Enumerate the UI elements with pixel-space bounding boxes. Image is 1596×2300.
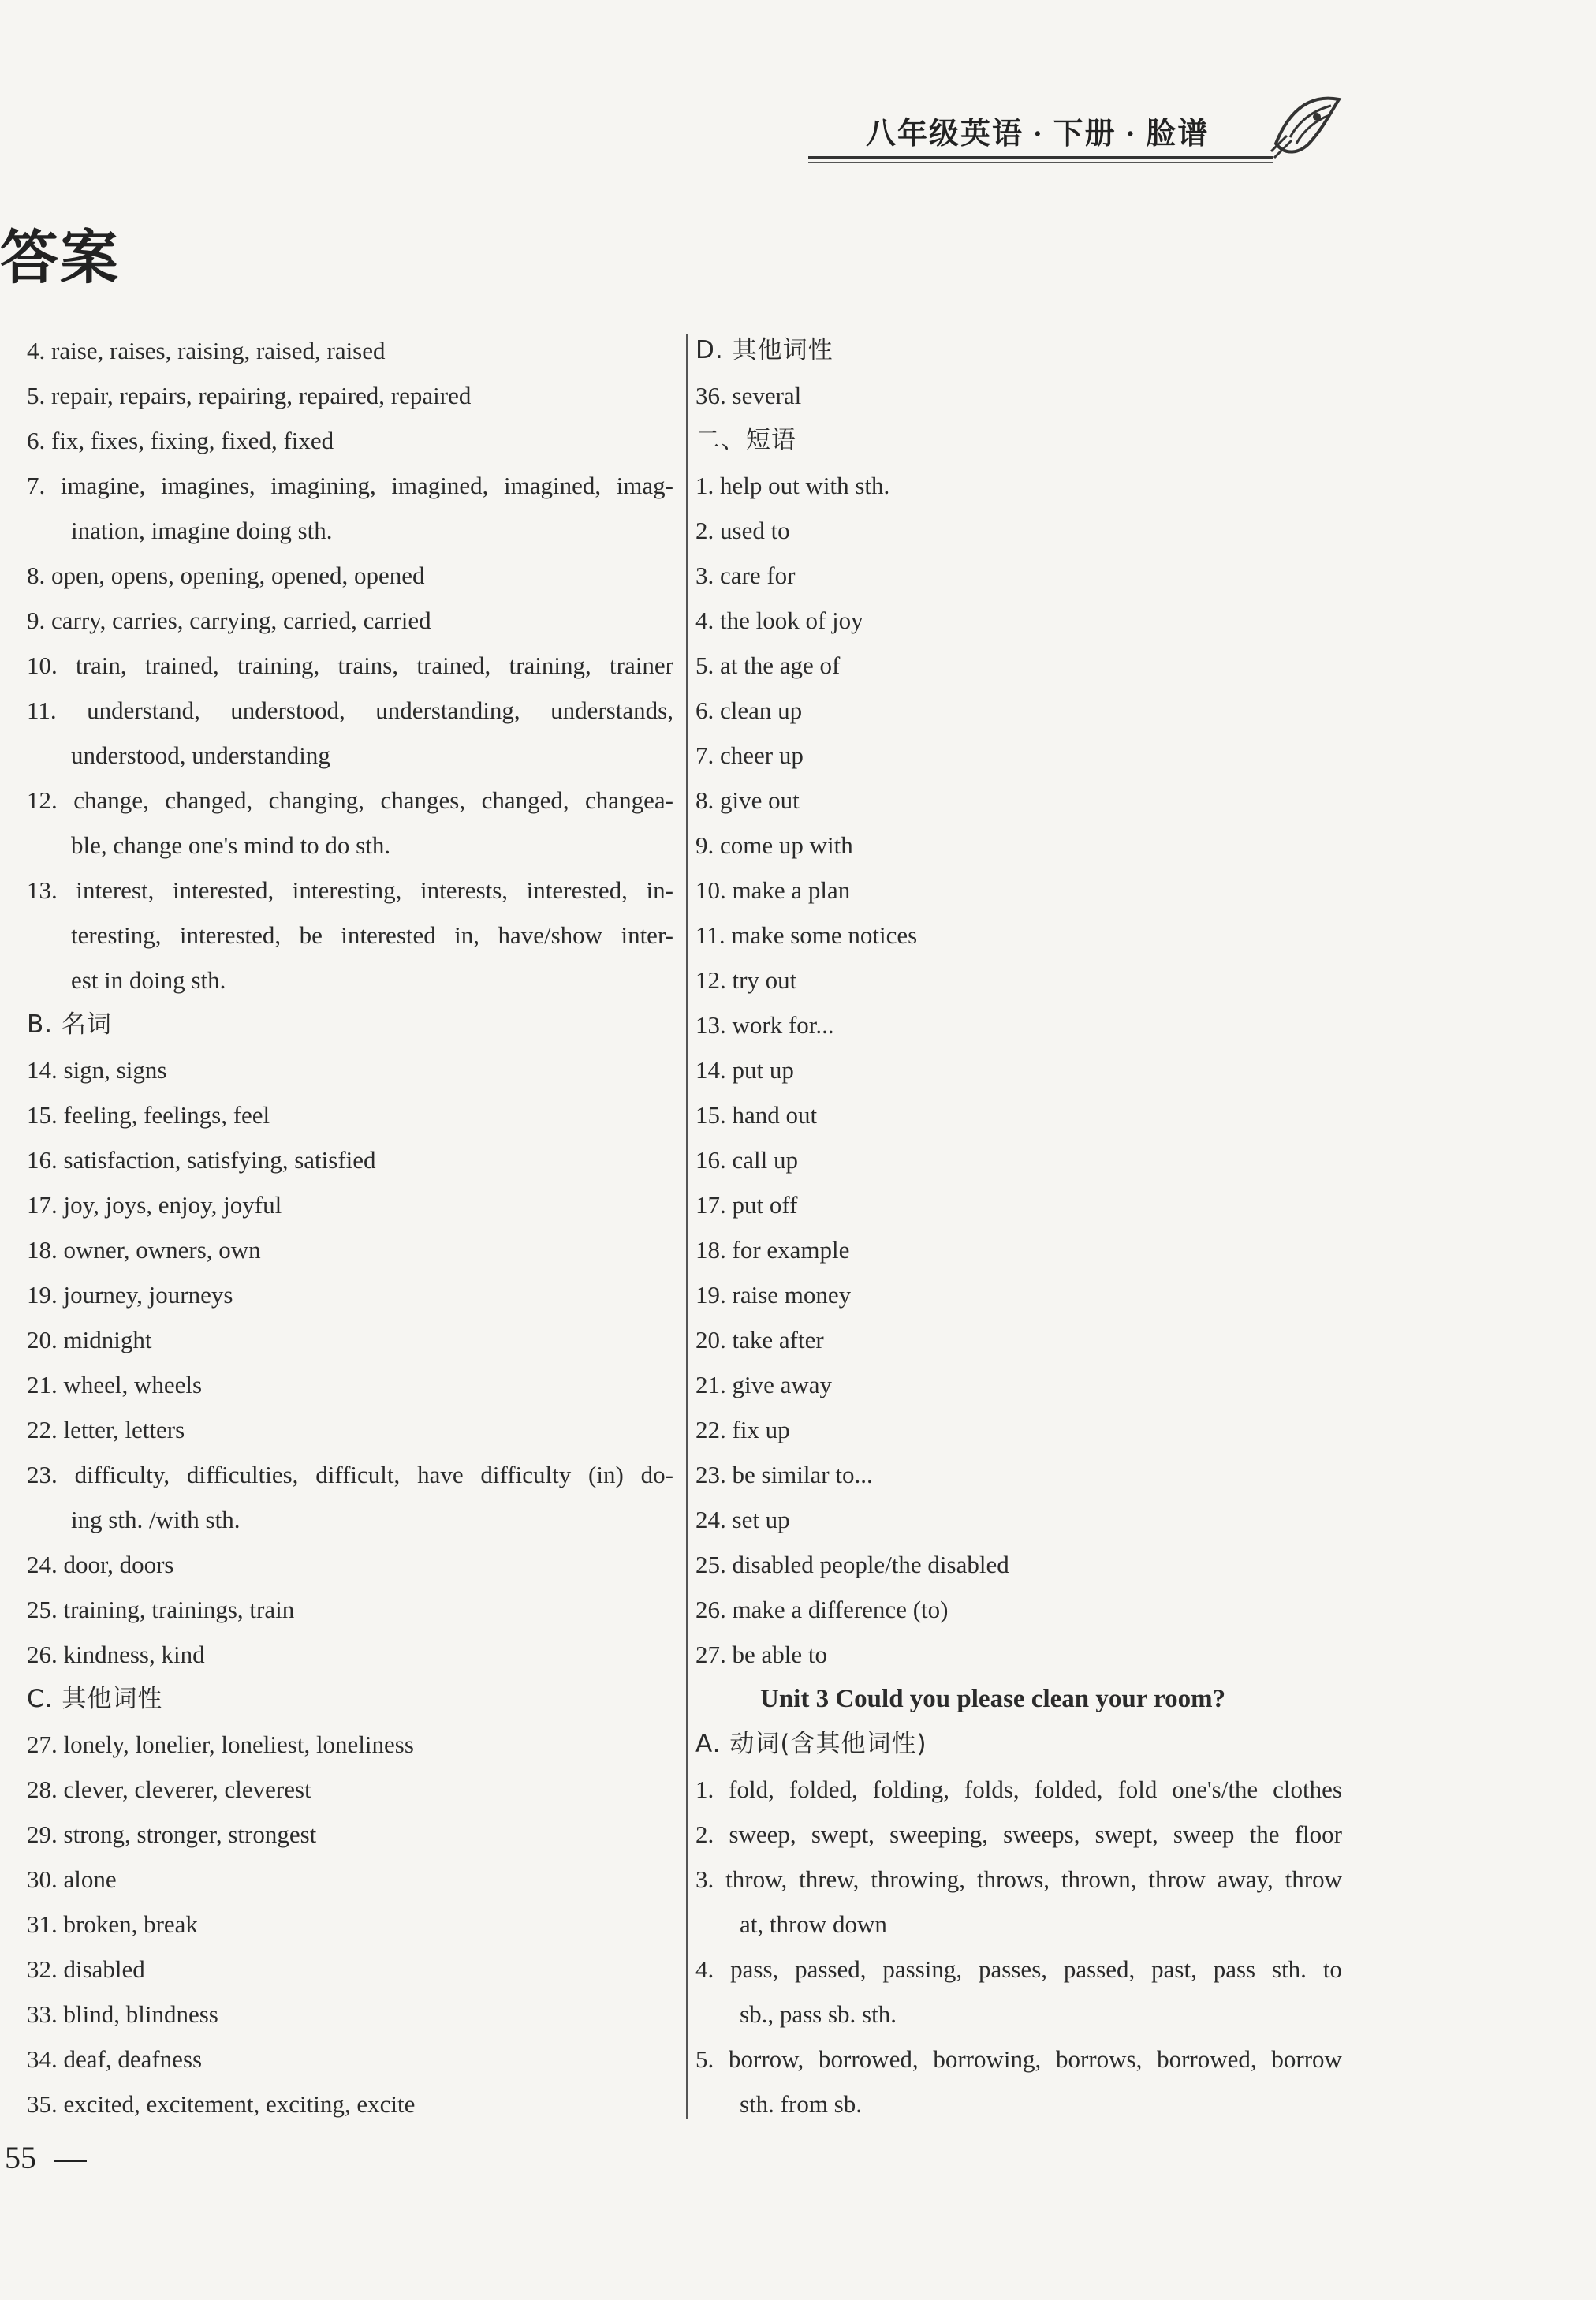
- header-rule-thin: [808, 162, 1273, 163]
- answer-line: 1. fold, folded, folding, folds, folded, fold one's/the clothes: [695, 1775, 1342, 1803]
- answer-line: 2. used to: [695, 517, 790, 544]
- subsection-heading: 二、短语: [695, 426, 796, 454]
- header-title: 八年级英语 · 下册 · 脸谱: [866, 118, 1210, 151]
- answer-line: 22. letter, letters: [27, 1416, 185, 1443]
- answer-line: 9. carry, carries, carrying, carried, carried: [27, 607, 431, 634]
- answer-line: 27. be able to: [695, 1641, 828, 1668]
- page-number-dash: [54, 2160, 87, 2162]
- answer-line: 23. be similar to...: [695, 1461, 873, 1488]
- answer-line: 24. set up: [695, 1506, 790, 1533]
- answer-line: 14. sign, signs: [27, 1056, 167, 1084]
- answer-line: 21. give away: [695, 1371, 833, 1398]
- answer-line: 22. fix up: [695, 1416, 790, 1443]
- answer-line: 7. cheer up: [695, 741, 804, 769]
- answer-line: 18. for example: [695, 1236, 850, 1264]
- answer-line: ination, imagine doing sth.: [71, 517, 333, 544]
- answer-line: 26. make a difference (to): [695, 1596, 949, 1623]
- answer-line: 3. care for: [695, 562, 796, 589]
- answer-line: 30. alone: [27, 1865, 117, 1893]
- answer-line: 29. strong, stronger, strongest: [27, 1820, 317, 1848]
- answer-line: 18. owner, owners, own: [27, 1236, 261, 1264]
- answer-line: 9. come up with: [695, 831, 853, 859]
- left-column: [27, 328, 673, 2126]
- answer-line: 8. give out: [695, 786, 800, 814]
- answer-line: 10. train, trained, training, trains, trained, training, trainer: [27, 652, 673, 679]
- answer-line: 19. journey, journeys: [27, 1281, 233, 1309]
- answer-line: 27. lonely, lonelier, loneliest, loneliness: [27, 1731, 414, 1758]
- answer-line: 4. the look of joy: [695, 607, 863, 634]
- answer-line: 24. door, doors: [27, 1551, 174, 1578]
- answer-line: 5. at the age of: [695, 652, 841, 679]
- answer-line: sth. from sb.: [740, 2090, 862, 2118]
- answer-line: 35. excited, excitement, exciting, excite: [27, 2090, 416, 2118]
- answer-line: 5. repair, repairs, repairing, repaired, repaired: [27, 382, 472, 409]
- column-divider: [686, 334, 688, 2119]
- answer-line: 19. raise money: [695, 1281, 852, 1309]
- unit-heading: Unit 3 Could you please clean your room?: [760, 1685, 1226, 1713]
- answer-line: 7. imagine, imagines, imagining, imagined, imagined, imag-: [27, 472, 673, 499]
- answer-line: 16. satisfaction, satisfying, satisfied: [27, 1146, 376, 1174]
- answer-line: 25. disabled people/the disabled: [695, 1551, 1009, 1578]
- answer-line: 13. interest, interested, interesting, interests, interested, in-: [27, 876, 673, 904]
- subsection-heading: C. 其他词性: [27, 1685, 163, 1713]
- answer-line: 6. clean up: [695, 696, 803, 724]
- subsection-heading: A. 动词(含其他词性): [695, 1730, 927, 1758]
- answer-line: 4. raise, raises, raising, raised, raised: [27, 337, 386, 364]
- answer-line: est in doing sth.: [71, 966, 226, 994]
- answer-line: 3. throw, threw, throwing, throws, thrown, throw away, throw: [695, 1865, 1342, 1893]
- answer-line: 23. difficulty, difficulties, difficult, have difficulty (in) do-: [27, 1461, 673, 1488]
- subsection-heading: D. 其他词性: [695, 336, 833, 364]
- answer-line: 12. try out: [695, 966, 797, 994]
- answer-line: 8. open, opens, opening, opened, opened: [27, 562, 425, 589]
- answer-line: 36. several: [695, 382, 802, 409]
- answer-line: 20. take after: [695, 1326, 824, 1353]
- answer-line: 12. change, changed, changing, changes, changed, changea-: [27, 786, 673, 814]
- answer-line: 14. put up: [695, 1056, 794, 1084]
- answer-line: understood, understanding: [71, 741, 330, 769]
- answer-line: 16. call up: [695, 1146, 798, 1174]
- answer-line: 6. fix, fixes, fixing, fixed, fixed: [27, 427, 334, 454]
- answer-line: 26. kindness, kind: [27, 1641, 205, 1668]
- answer-line: 13. work for...: [695, 1011, 834, 1039]
- right-column: [695, 328, 1342, 2126]
- answer-line: ing sth. /with sth.: [71, 1506, 241, 1533]
- answer-line: 17. put off: [695, 1191, 798, 1219]
- answer-line: ble, change one's mind to do sth.: [71, 831, 391, 859]
- mask-logo-icon: [1268, 88, 1344, 164]
- subsection-heading: B. 名词: [27, 1010, 112, 1039]
- answer-line: 25. training, trainings, train: [27, 1596, 295, 1623]
- answer-line: 31. broken, break: [27, 1910, 198, 1938]
- answer-line: 20. midnight: [27, 1326, 152, 1353]
- answer-line: at, throw down: [740, 1910, 887, 1938]
- answer-line: sb., pass sb. sth.: [740, 2000, 897, 2028]
- answer-line: teresting, interested, be interested in, have/show inter-: [71, 921, 673, 949]
- answer-line: 34. deaf, deafness: [27, 2045, 203, 2073]
- answer-line: 21. wheel, wheels: [27, 1371, 203, 1398]
- answer-line: 5. borrow, borrowed, borrowing, borrows, borrowed, borrow: [695, 2045, 1342, 2073]
- answer-line: 32. disabled: [27, 1955, 145, 1983]
- section-title: 答案: [0, 226, 120, 291]
- answer-line: 1. help out with sth.: [695, 472, 890, 499]
- answer-line: 11. make some notices: [695, 921, 918, 949]
- answer-line: 33. blind, blindness: [27, 2000, 218, 2028]
- answer-line: 4. pass, passed, passing, passes, passed, past, pass sth. to: [695, 1955, 1342, 1983]
- answer-line: 17. joy, joys, enjoy, joyful: [27, 1191, 282, 1219]
- answer-line: 15. hand out: [695, 1101, 818, 1129]
- answer-line: 28. clever, cleverer, cleverest: [27, 1775, 311, 1803]
- header-rule-thick: [808, 156, 1273, 159]
- answer-line: 11. understand, understood, understanding, understands,: [27, 696, 673, 724]
- page-number: 55: [5, 2140, 36, 2175]
- answer-line: 15. feeling, feelings, feel: [27, 1101, 270, 1129]
- answer-line: 2. sweep, swept, sweeping, sweeps, swept, sweep the floor: [695, 1820, 1342, 1848]
- answer-line: 10. make a plan: [695, 876, 851, 904]
